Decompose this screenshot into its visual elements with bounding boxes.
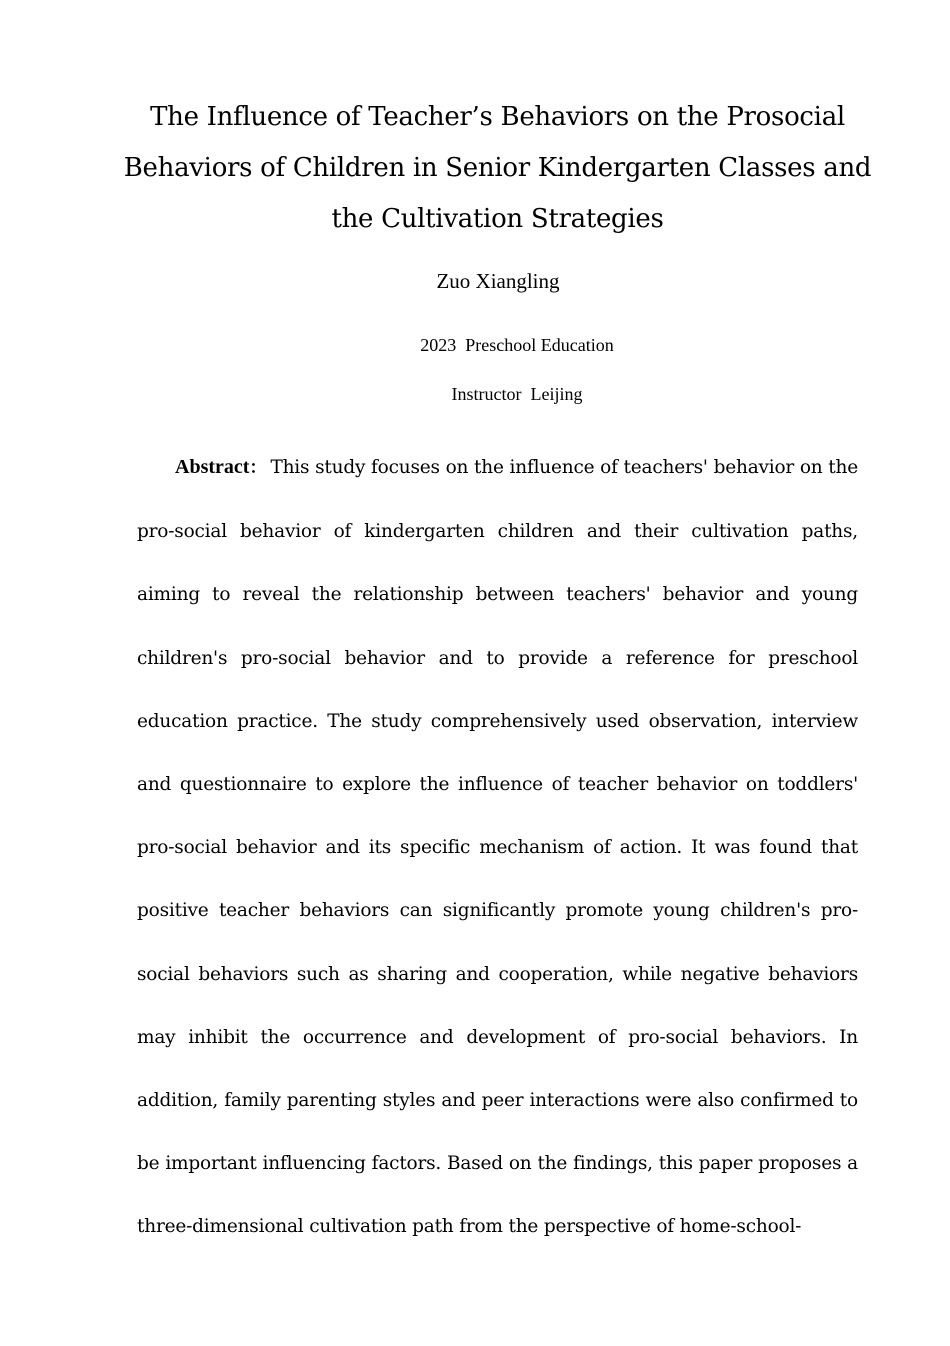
abstract-paragraph: [137, 436, 858, 1259]
abstract-label: Abstract: [175, 456, 250, 478]
instructor-line: Instructor Leijing: [451, 384, 583, 404]
year-program: 2023 Preschool Education: [420, 335, 614, 355]
abstract-text: This study focuses on the influence of teachers' behavior on the pro-social behavior of kindergarten children and their cultivation paths, aiming to reveal the relationship between teachers' behavior and young children's pro-social behavior and to provide a reference for preschool education practice. The study comprehensively used observation, interview and questionnaire to explore the influence of teacher behavior on toddlers' pro-social behavior and its specific mechanism of action. It was found that positive teacher behaviors can significantly promote young children's pro-social behaviors such as sharing and cooperation, while negative behaviors may inhibit the occurrence and development of pro-social behaviors. In addition, family parenting styles and peer interactions were also confirmed to be important influencing factors. Based on the findings, this paper proposes a three-dimensional cultivation path from the perspective of home-school-: [137, 457, 858, 1238]
author-name: Zuo Xiangling: [436, 269, 560, 293]
abstract-colon: ：: [249, 458, 267, 478]
paper-title: The Influence of Teacher’s Behaviors on the Prosocial Behaviors of Children in Senior Kindergarten Classes and the Cultivation Strategies: [123, 102, 872, 234]
